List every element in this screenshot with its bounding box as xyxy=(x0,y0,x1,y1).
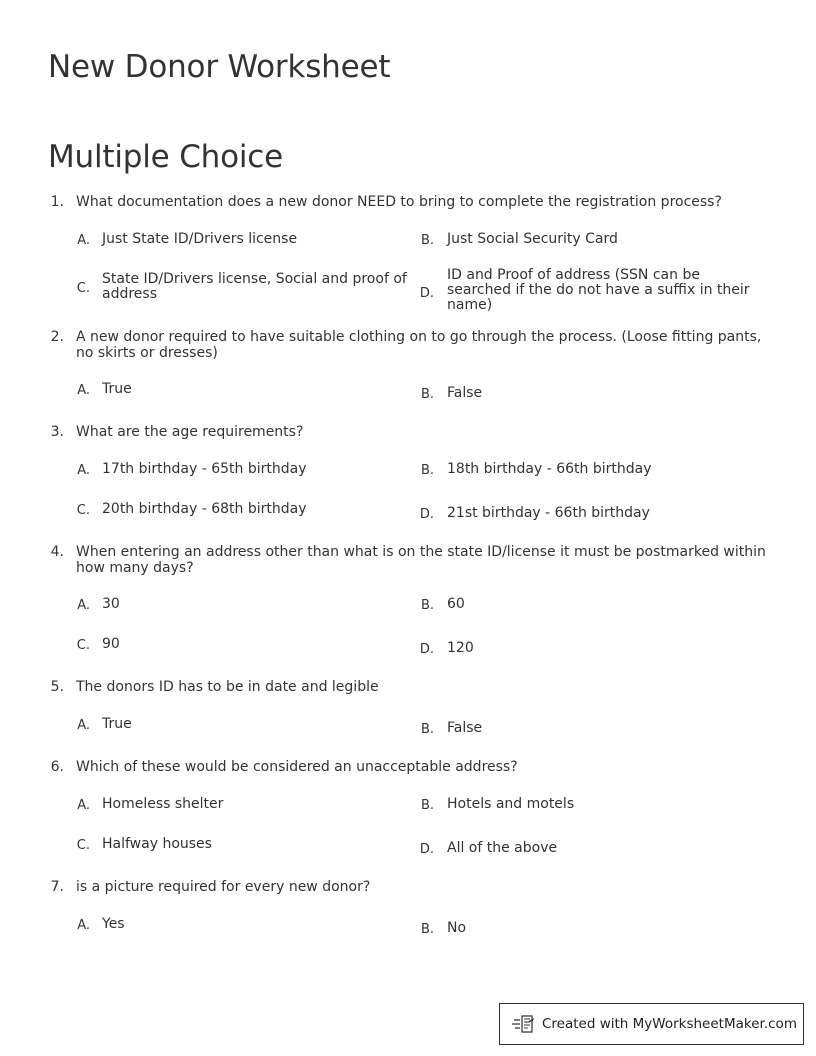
option-letter: D. xyxy=(419,507,434,522)
section-heading: Multiple Choice xyxy=(48,139,283,175)
option-text: Homeless shelter xyxy=(102,796,224,812)
question-number: 5. xyxy=(50,679,64,695)
created-with-badge[interactable] xyxy=(499,1003,804,1045)
myworksheetmaker-logo-icon xyxy=(512,1014,536,1034)
option-text: All of the above xyxy=(447,840,558,856)
option-text: ID and Proof of address (SSN can be searched if the do not have a suffix in their name) xyxy=(447,267,750,313)
option-letter: A. xyxy=(77,598,90,613)
question-text: What documentation does a new donor NEED to bring to complete the registration process? xyxy=(76,194,722,210)
option-text: False xyxy=(447,720,483,736)
option-letter: D. xyxy=(419,642,434,657)
option-text: False xyxy=(447,385,483,401)
question-number: 6. xyxy=(50,759,64,775)
option-text: 20th birthday - 68th birthday xyxy=(102,501,307,517)
option-text: 21st birthday - 66th birthday xyxy=(447,505,650,521)
option-letter: C. xyxy=(76,838,90,853)
worksheet-title: New Donor Worksheet xyxy=(48,49,391,85)
option-text: 90 xyxy=(102,636,120,652)
option-text: Hotels and motels xyxy=(447,796,575,812)
option-letter: D. xyxy=(419,842,434,857)
option-text: 18th birthday - 66th birthday xyxy=(447,461,652,477)
option-text: 30 xyxy=(102,596,120,612)
option-text: Just State ID/Drivers license xyxy=(102,231,298,247)
option-text: True xyxy=(102,716,132,732)
question-number: 3. xyxy=(50,424,64,440)
option-text: No xyxy=(447,920,467,936)
option-letter: B. xyxy=(420,598,434,613)
footer-text: Created with MyWorksheetMaker.com xyxy=(542,1016,797,1032)
option-text: 60 xyxy=(447,596,465,612)
option-letter: B. xyxy=(420,722,434,737)
option-letter: B. xyxy=(420,387,434,402)
question-text: A new donor required to have suitable clothing on to go through the process. (Loose fitting pants, no skirts or dresses) xyxy=(76,329,762,361)
option-text: State ID/Drivers license, Social and proof of address xyxy=(102,271,407,302)
option-letter: A. xyxy=(77,798,90,813)
option-letter: A. xyxy=(77,918,90,933)
option-letter: B. xyxy=(420,798,434,813)
option-text: Halfway houses xyxy=(102,836,212,852)
option-text: Yes xyxy=(102,916,125,932)
option-letter: A. xyxy=(77,718,90,733)
question-text: What are the age requirements? xyxy=(76,424,304,440)
option-letter: A. xyxy=(77,383,90,398)
option-text: 120 xyxy=(447,640,474,656)
option-letter: C. xyxy=(76,503,90,518)
option-letter: B. xyxy=(420,233,434,248)
question-number: 4. xyxy=(50,544,64,560)
question-text: is a picture required for every new donor? xyxy=(76,879,371,895)
option-letter: B. xyxy=(420,463,434,478)
question-text: When entering an address other than what is on the state ID/license it must be postmarked within how many days? xyxy=(76,544,766,576)
question-text: The donors ID has to be in date and legible xyxy=(76,679,379,695)
question-text: Which of these would be considered an unacceptable address? xyxy=(76,759,518,775)
option-text: True xyxy=(102,381,132,397)
question-number: 7. xyxy=(50,879,64,895)
option-text: Just Social Security Card xyxy=(447,231,618,247)
option-letter: A. xyxy=(77,463,90,478)
option-letter: C. xyxy=(76,281,90,296)
option-letter: C. xyxy=(76,638,90,653)
option-letter: D. xyxy=(419,286,434,301)
option-letter: A. xyxy=(77,233,90,248)
option-text: 17th birthday - 65th birthday xyxy=(102,461,307,477)
question-number: 1. xyxy=(50,194,64,210)
option-letter: B. xyxy=(420,922,434,937)
question-number: 2. xyxy=(50,329,64,345)
